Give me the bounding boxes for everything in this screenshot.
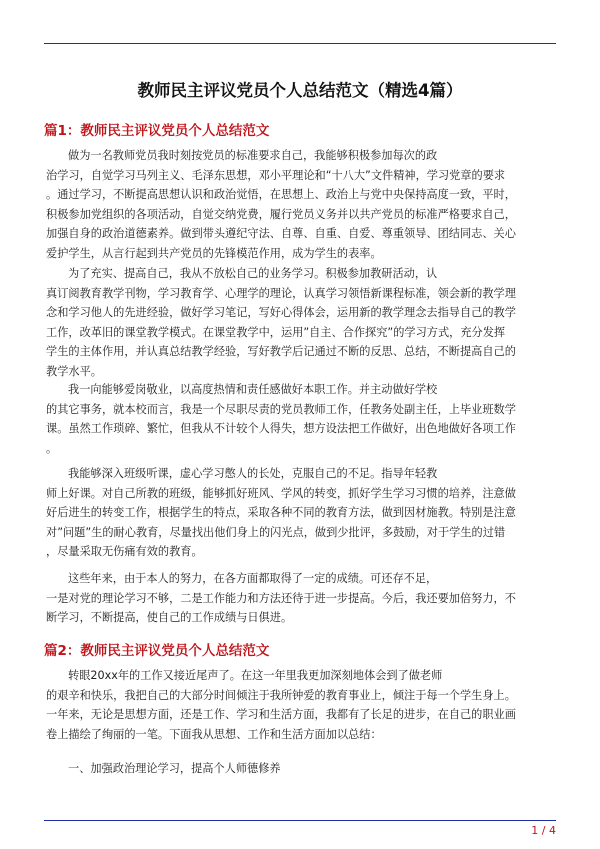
paragraph-line: 一是对党的理论学习不够，二是工作能力和方法还待于进一步提高。今后，我还要加倍努力，不 xyxy=(46,591,516,605)
paragraph-line: 积极参加党组织的各项活动，自觉交纳党费，履行党员义务并以共产党员的标准严格要求自己， xyxy=(46,207,516,221)
bottom-rule xyxy=(44,820,556,821)
paragraph-line: 真订阅教育教学刊物，学习教育学、心理学的理论，认真学习领悟新课程标准，领会新的教学理 xyxy=(46,286,516,300)
paragraph-line: 一、加强政治理论学习，提高个人师德修养 xyxy=(68,762,281,775)
paragraph xyxy=(46,569,554,628)
paragraph-line: 。通过学习，不断提高思想认识和政治觉悟，在思想上、政治上与党中央保持高度一致，平时， xyxy=(46,188,516,201)
paragraph-line: ，尽量采取无伤痛有效的教育。 xyxy=(46,545,203,558)
paragraph-line: 爱护学生，从言行起到共产党员的先锋模范作用，成为学生的表率。 xyxy=(46,246,382,260)
paragraph-line: 加强自身的政治道德素养。做到带头遵纪守法、自尊、自重、自爱、尊重领导、团结同志、关心 xyxy=(46,227,516,240)
paragraph xyxy=(46,759,554,779)
paragraph-line: 学生的主体作用，并认真总结教学经验，写好教学后记通过不断的反思、总结，不断提高自己的 xyxy=(46,345,516,358)
paragraph-line: 我能够深入班级听课，虚心学习憋人的长处，克服自己的不足。指导年轻教 xyxy=(68,467,438,480)
section-heading-1: 篇1：教师民主评议党员个人总结范文 xyxy=(44,123,270,139)
paragraph-line: 治学习，自觉学习马列主义、毛泽东思想，邓小平理论和“十八大”文件精神，学习党章的要求 xyxy=(46,168,506,182)
paragraph-line: 转眼20xx年的工作又接近尾声了。在这一年里我更加深刻地体会到了做老师 xyxy=(68,669,443,682)
paragraph xyxy=(46,380,554,458)
paragraph-line: 我一向能够爱岗敬业，以高度热情和责任感做好本职工作。并主动做好学校 xyxy=(68,383,438,396)
paragraph xyxy=(46,464,554,562)
paragraph-line: 。 xyxy=(46,441,58,455)
page-number: 1 / 4 xyxy=(531,824,556,837)
top-rule xyxy=(44,43,556,44)
paragraph-line: 做为一名教师党员我时刻按党员的标准要求自己，我能够积极参加每次的政 xyxy=(68,149,438,162)
paragraph-line: 教学水平。 xyxy=(46,364,102,378)
paragraph xyxy=(46,264,554,381)
paragraph xyxy=(46,146,554,263)
paragraph-line: 一年来，无论是思想方面，还是工作、学习和生活方面，我都有了长足的进步，在自己的职业画 xyxy=(46,708,516,721)
paragraph-line: 工作，改革旧的课堂教学模式。在课堂教学中，运用”自主、合作探究”的学习方式，充分发挥 xyxy=(46,325,506,339)
paragraph-line: 为了充实、提高自己，我从不放松自己的业务学习。积极参加教研活动，认 xyxy=(68,267,438,280)
paragraph-line: 课。虽然工作琐碎、繁忙，但我从不计较个人得失，想方设法把工作做好，出色地做好各项工作 xyxy=(46,422,516,435)
paragraph-line: 对”问题”生的耐心教育，尽量找出他们身上的闪光点，做到少批评，多鼓励，对于学生的过错 xyxy=(46,525,506,539)
paragraph-line: 师上好课。对自己所教的班级，能够抓好班风、学风的转变，抓好学生学习习惯的培养，注意做 xyxy=(46,486,516,500)
section-heading-2: 篇2：教师民主评议党员个人总结范文 xyxy=(44,643,270,659)
paragraph-line: 的艰辛和快乐，我把自己的大部分时间倾注于我所钟爱的教育事业上，倾注于每一个学生身上。 xyxy=(46,688,516,702)
page-title: 教师民主评议党员个人总结范文（精选4篇） xyxy=(137,81,463,100)
paragraph-line: 断学习，不断提高，使自己的工作成绩与日俱进。 xyxy=(46,611,293,624)
paragraph-line: 好后进生的转变工作，根据学生的特点，采取各种不同的教育方法，做到因材施教。特别是注意 xyxy=(46,506,516,519)
paragraph xyxy=(46,666,554,744)
paragraph-line: 卷上描绘了绚丽的一笔。下面我从思想、工作和生活方面加以总结： xyxy=(46,727,382,741)
paragraph-line: 这些年来，由于本人的努力，在各方面都取得了一定的成绩。可还存不足， xyxy=(68,572,438,585)
paragraph-line: 念和学习他人的先进经验，做好学习笔记，写好心得体会，运用新的教学理念去指导自己的教学 xyxy=(46,306,516,319)
paragraph-line: 的其它事务，就本校而言，我是一个尽职尽责的党员教师工作，任教务处副主任，上毕业班数学 xyxy=(46,402,516,416)
